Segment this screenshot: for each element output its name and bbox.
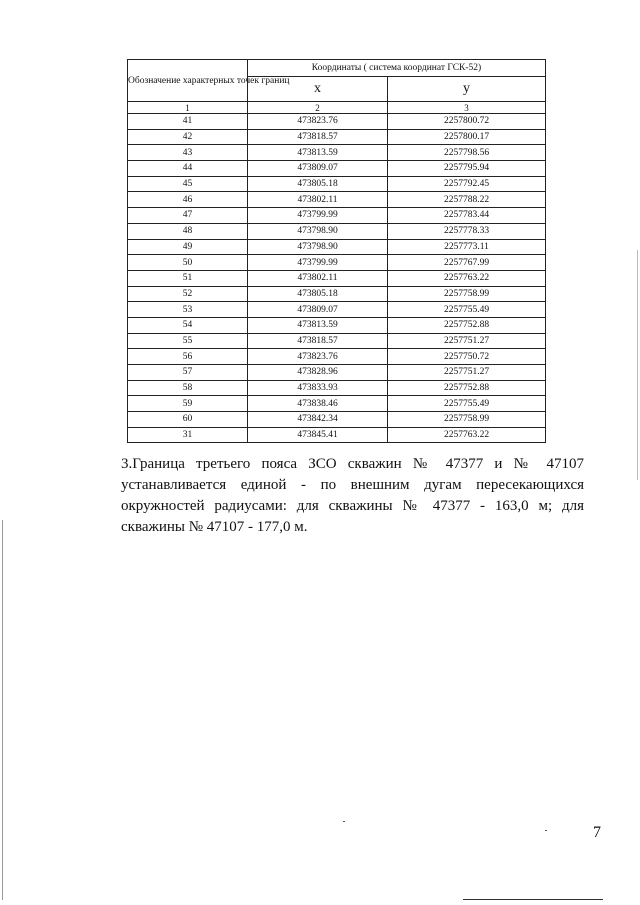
point-number-cell: 47 bbox=[128, 208, 248, 224]
point-number-cell: 57 bbox=[128, 365, 248, 381]
third-zone-boundary-text bbox=[121, 454, 584, 538]
point-number-cell: 45 bbox=[128, 176, 248, 192]
scan-speck bbox=[545, 830, 547, 831]
point-number-cell: 31 bbox=[128, 427, 248, 443]
x-coordinate-cell: 473823.76 bbox=[248, 349, 388, 365]
page-edge-left bbox=[2, 520, 3, 900]
y-coordinate-cell: 2257752.88 bbox=[388, 380, 546, 396]
y-coordinate-cell: 2257755.49 bbox=[388, 302, 546, 318]
x-coordinate-cell: 473802.11 bbox=[248, 192, 388, 208]
section-paragraph: 3.Граница третьего пояса ЗСО скважин № 47377 и № 47107 устанавливается единой - по внешним дугам пересекающихся окружностей радиусами: для скважины № 47377 - 163,0 м; для скважины № 47107 - 177,0 м. bbox=[121, 456, 584, 535]
point-number-cell: 41 bbox=[128, 114, 248, 130]
point-number-cell: 58 bbox=[128, 380, 248, 396]
scan-speck bbox=[343, 821, 345, 822]
table-row bbox=[128, 365, 546, 381]
table-row bbox=[128, 223, 546, 239]
table-row bbox=[128, 145, 546, 161]
coordinates-table bbox=[127, 59, 546, 443]
table-row bbox=[128, 302, 546, 318]
y-coordinate-cell: 2257788.22 bbox=[388, 192, 546, 208]
x-coordinate-cell: 473798.90 bbox=[248, 239, 388, 255]
x-coordinate-cell: 473842.34 bbox=[248, 412, 388, 428]
point-number-cell: 48 bbox=[128, 223, 248, 239]
point-number-cell: 53 bbox=[128, 302, 248, 318]
table-row bbox=[128, 286, 546, 302]
x-coordinate-cell: 473805.18 bbox=[248, 286, 388, 302]
column-number-3: 3 bbox=[388, 102, 546, 114]
point-designation-header: Обозначение характерных точек границ bbox=[128, 60, 248, 102]
y-coordinate-cell: 2257792.45 bbox=[388, 176, 546, 192]
x-coordinate-cell: 473805.18 bbox=[248, 176, 388, 192]
table-row bbox=[128, 349, 546, 365]
table-row bbox=[128, 317, 546, 333]
y-coordinate-cell: 2257763.22 bbox=[388, 427, 546, 443]
y-coordinate-cell: 2257763.22 bbox=[388, 270, 546, 286]
point-number-cell: 46 bbox=[128, 192, 248, 208]
point-number-cell: 60 bbox=[128, 412, 248, 428]
table-row bbox=[128, 114, 546, 130]
y-coordinate-cell: 2257758.99 bbox=[388, 286, 546, 302]
page-edge-right bbox=[637, 250, 638, 480]
table-row bbox=[128, 412, 546, 428]
bottom-rule bbox=[463, 899, 603, 900]
x-coordinate-cell: 473823.76 bbox=[248, 114, 388, 130]
coordinates-system-header: Координаты ( система координат ГСК-52) bbox=[248, 60, 546, 77]
point-number-cell: 42 bbox=[128, 129, 248, 145]
x-coordinate-cell: 473838.46 bbox=[248, 396, 388, 412]
y-coordinate-cell: 2257750.72 bbox=[388, 349, 546, 365]
x-coordinate-cell: 473845.41 bbox=[248, 427, 388, 443]
y-coordinate-cell: 2257795.94 bbox=[388, 161, 546, 177]
point-number-cell: 54 bbox=[128, 317, 248, 333]
table-row bbox=[128, 192, 546, 208]
table-row bbox=[128, 129, 546, 145]
x-coordinate-cell: 473818.57 bbox=[248, 129, 388, 145]
point-number-cell: 55 bbox=[128, 333, 248, 349]
table-row bbox=[128, 255, 546, 271]
y-coordinate-cell: 2257783.44 bbox=[388, 208, 546, 224]
y-coordinate-cell: 2257800.72 bbox=[388, 114, 546, 130]
x-axis-header: х bbox=[248, 77, 388, 102]
x-coordinate-cell: 473828.96 bbox=[248, 365, 388, 381]
point-number-cell: 44 bbox=[128, 161, 248, 177]
x-coordinate-cell: 473833.93 bbox=[248, 380, 388, 396]
point-number-cell: 50 bbox=[128, 255, 248, 271]
point-number-cell: 49 bbox=[128, 239, 248, 255]
table-row bbox=[128, 176, 546, 192]
y-coordinate-cell: 2257778.33 bbox=[388, 223, 546, 239]
x-coordinate-cell: 473799.99 bbox=[248, 255, 388, 271]
y-coordinate-cell: 2257767.99 bbox=[388, 255, 546, 271]
table-row bbox=[128, 270, 546, 286]
column-number-1: 1 bbox=[128, 102, 248, 114]
y-coordinate-cell: 2257800.17 bbox=[388, 129, 546, 145]
y-coordinate-cell: 2257773.11 bbox=[388, 239, 546, 255]
y-coordinate-cell: 2257751.27 bbox=[388, 333, 546, 349]
table-row bbox=[128, 396, 546, 412]
y-coordinate-cell: 2257758.99 bbox=[388, 412, 546, 428]
x-coordinate-cell: 473809.07 bbox=[248, 302, 388, 318]
page-number: 7 bbox=[593, 824, 601, 841]
point-number-cell: 56 bbox=[128, 349, 248, 365]
x-coordinate-cell: 473813.59 bbox=[248, 317, 388, 333]
table-row bbox=[128, 208, 546, 224]
x-coordinate-cell: 473799.99 bbox=[248, 208, 388, 224]
y-coordinate-cell: 2257752.88 bbox=[388, 317, 546, 333]
y-axis-header: у bbox=[388, 77, 546, 102]
table-row bbox=[128, 427, 546, 443]
point-number-cell: 43 bbox=[128, 145, 248, 161]
point-number-cell: 59 bbox=[128, 396, 248, 412]
y-coordinate-cell: 2257798.56 bbox=[388, 145, 546, 161]
column-number-2: 2 bbox=[248, 102, 388, 114]
table-row bbox=[128, 380, 546, 396]
x-coordinate-cell: 473802.11 bbox=[248, 270, 388, 286]
table-body bbox=[128, 114, 546, 443]
table-row bbox=[128, 239, 546, 255]
table-row bbox=[128, 161, 546, 177]
point-number-cell: 51 bbox=[128, 270, 248, 286]
point-number-cell: 52 bbox=[128, 286, 248, 302]
table-row bbox=[128, 333, 546, 349]
y-coordinate-cell: 2257755.49 bbox=[388, 396, 546, 412]
x-coordinate-cell: 473818.57 bbox=[248, 333, 388, 349]
x-coordinate-cell: 473813.59 bbox=[248, 145, 388, 161]
x-coordinate-cell: 473809.07 bbox=[248, 161, 388, 177]
x-coordinate-cell: 473798.90 bbox=[248, 223, 388, 239]
y-coordinate-cell: 2257751.27 bbox=[388, 365, 546, 381]
